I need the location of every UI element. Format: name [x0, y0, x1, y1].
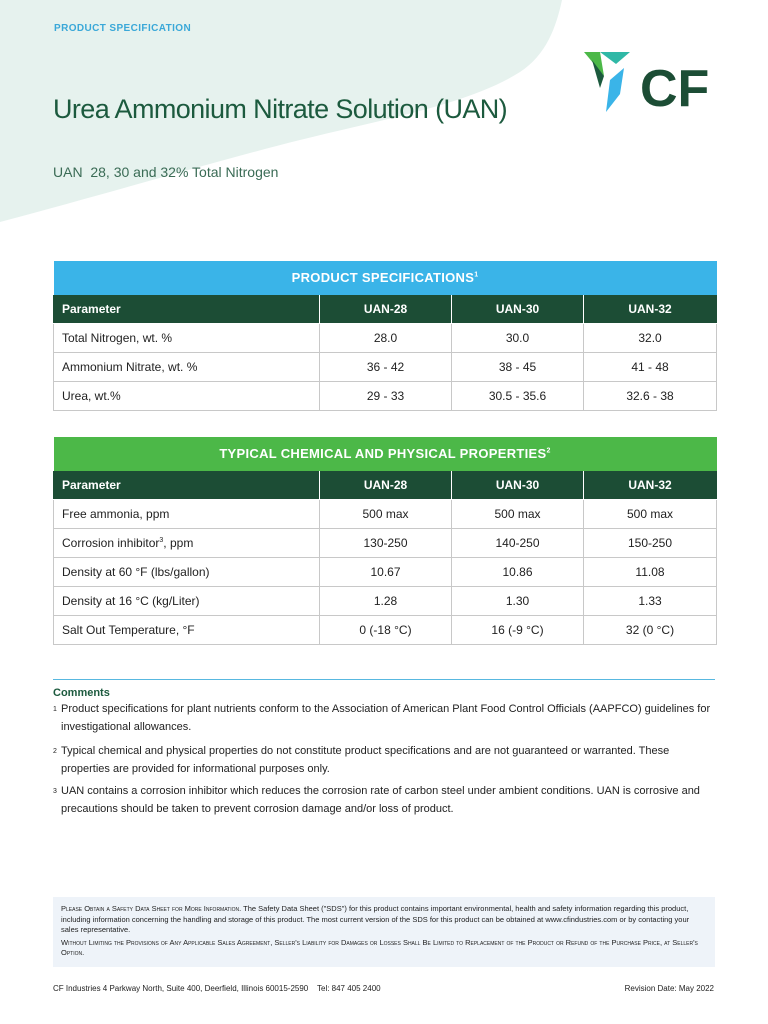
- footnote-text: Product specifications for plant nutrients conform to the Association of American Plant Food Control Officials (AAPFCO) guidelines for investigational allowances.: [61, 703, 711, 733]
- comments-heading: Comments: [53, 687, 110, 699]
- footnote-2: [53, 743, 721, 778]
- page-subtitle: UAN 28, 30 and 32% Total Nitrogen: [53, 164, 279, 180]
- product-specifications-table: [53, 260, 717, 411]
- column-header-parameter: Parameter: [54, 471, 320, 500]
- table-row: [54, 500, 717, 529]
- table-row: [54, 529, 717, 558]
- value-cell: 16 (-9 °C): [452, 616, 584, 645]
- value-cell: 500 max: [584, 500, 717, 529]
- typical-properties-banner: TYPICAL CHEMICAL AND PHYSICAL PROPERTIES$^2$: [54, 437, 717, 471]
- value-cell: 130-250: [320, 529, 452, 558]
- value-cell: 10.67: [320, 558, 452, 587]
- value-cell: 1.33: [584, 587, 717, 616]
- value-cell: 32.0: [584, 324, 717, 353]
- page-title: Urea Ammonium Nitrate Solution (UAN): [53, 94, 508, 124]
- product-specifications-banner: PRODUCT SPECIFICATIONS$^1$: [54, 261, 717, 295]
- value-cell: 29 - 33: [320, 382, 452, 411]
- value-cell: 1.28: [320, 587, 452, 616]
- value-cell: 30.5 - 35.6: [452, 382, 584, 411]
- table-row: [54, 353, 717, 382]
- value-cell: 140-250: [452, 529, 584, 558]
- table-row: [54, 324, 717, 353]
- column-header-uan-28: UAN-28: [320, 471, 452, 500]
- value-cell: 36 - 42: [320, 353, 452, 382]
- column-header-uan-28: UAN-28: [320, 295, 452, 324]
- value-cell: 32 (0 °C): [584, 616, 717, 645]
- value-cell: 41 - 48: [584, 353, 717, 382]
- footnote-text: UAN contains a corrosion inhibitor which reduces the corrosion rate of carbon steel under ambient conditions. UAN is corrosive and precautions should be taken to prevent corrosion damage and/or loss of product.: [61, 785, 700, 815]
- value-cell: 500 max: [452, 500, 584, 529]
- value-cell: 38 - 45: [452, 353, 584, 382]
- legal-notice: [53, 897, 715, 967]
- value-cell: 500 max: [320, 500, 452, 529]
- footer-address: CF Industries 4 Parkway North, Suite 400, Deerfield, Illinois 60015-2590 Tel: 847 405 2400: [53, 984, 381, 993]
- table-row: [54, 558, 717, 587]
- column-header-uan-32: UAN-32: [584, 471, 717, 500]
- column-header-uan-30: UAN-30: [452, 295, 584, 324]
- table-row: [54, 382, 717, 411]
- liability-notice: Without Limiting the Provisions of Any Applicable Sales Agreement, Seller's Liability for Damages or Losses Shall Be Limited to Replacement of the Product or Refund of the Purchase Price, at Seller's Option.: [61, 937, 698, 957]
- footnote-1: [53, 701, 721, 736]
- footnote-3: [53, 783, 721, 818]
- revision-date: Revision Date: May 2022: [624, 984, 714, 993]
- value-cell: 11.08: [584, 558, 717, 587]
- document-type-label: PRODUCT SPECIFICATION: [54, 23, 192, 34]
- footnote-marker: 2: [53, 748, 57, 755]
- value-cell: 150-250: [584, 529, 717, 558]
- parameter-cell: Total Nitrogen, wt. %: [54, 324, 320, 353]
- column-header-uan-32: UAN-32: [584, 295, 717, 324]
- typical-properties-table: [53, 436, 717, 645]
- section-divider: [53, 679, 715, 680]
- parameter-cell: Urea, wt.%: [54, 382, 320, 411]
- parameter-cell: Density at 60 °F (lbs/gallon): [54, 558, 320, 587]
- parameter-cell: Free ammonia, ppm: [54, 500, 320, 529]
- parameter-cell: Density at 16 °C (kg/Liter): [54, 587, 320, 616]
- table-row: [54, 587, 717, 616]
- value-cell: 0 (-18 °C): [320, 616, 452, 645]
- sds-notice: Please Obtain a Safety Data Sheet for More Information. The Safety Data Sheet ("SDS") for this product contains important environmental, health and safety information regarding this product, including information concerning the handling and storage of this product. The most current version of the SDS for this product can be obtained at www.cfindustries.com or by contacting your sales representative.: [61, 904, 690, 934]
- cf-logo: [580, 48, 716, 118]
- column-header-uan-30: UAN-30: [452, 471, 584, 500]
- footnote-text: Typical chemical and physical properties do not constitute product specifications and are not guaranteed or warranted. These properties are provided for informational purposes only.: [61, 745, 670, 775]
- value-cell: 28.0: [320, 324, 452, 353]
- value-cell: 32.6 - 38: [584, 382, 717, 411]
- parameter-cell: Salt Out Temperature, °F: [54, 616, 320, 645]
- parameter-cell: Corrosion inhibitor$^3$, ppm: [54, 529, 320, 558]
- value-cell: 30.0: [452, 324, 584, 353]
- value-cell: 1.30: [452, 587, 584, 616]
- value-cell: 10.86: [452, 558, 584, 587]
- footnote-marker: 3: [53, 788, 57, 795]
- parameter-cell: Ammonium Nitrate, wt. %: [54, 353, 320, 382]
- column-header-parameter: Parameter: [54, 295, 320, 324]
- table-row: [54, 616, 717, 645]
- logo-wordmark: CF: [640, 60, 710, 118]
- footnote-marker: 1: [53, 706, 57, 713]
